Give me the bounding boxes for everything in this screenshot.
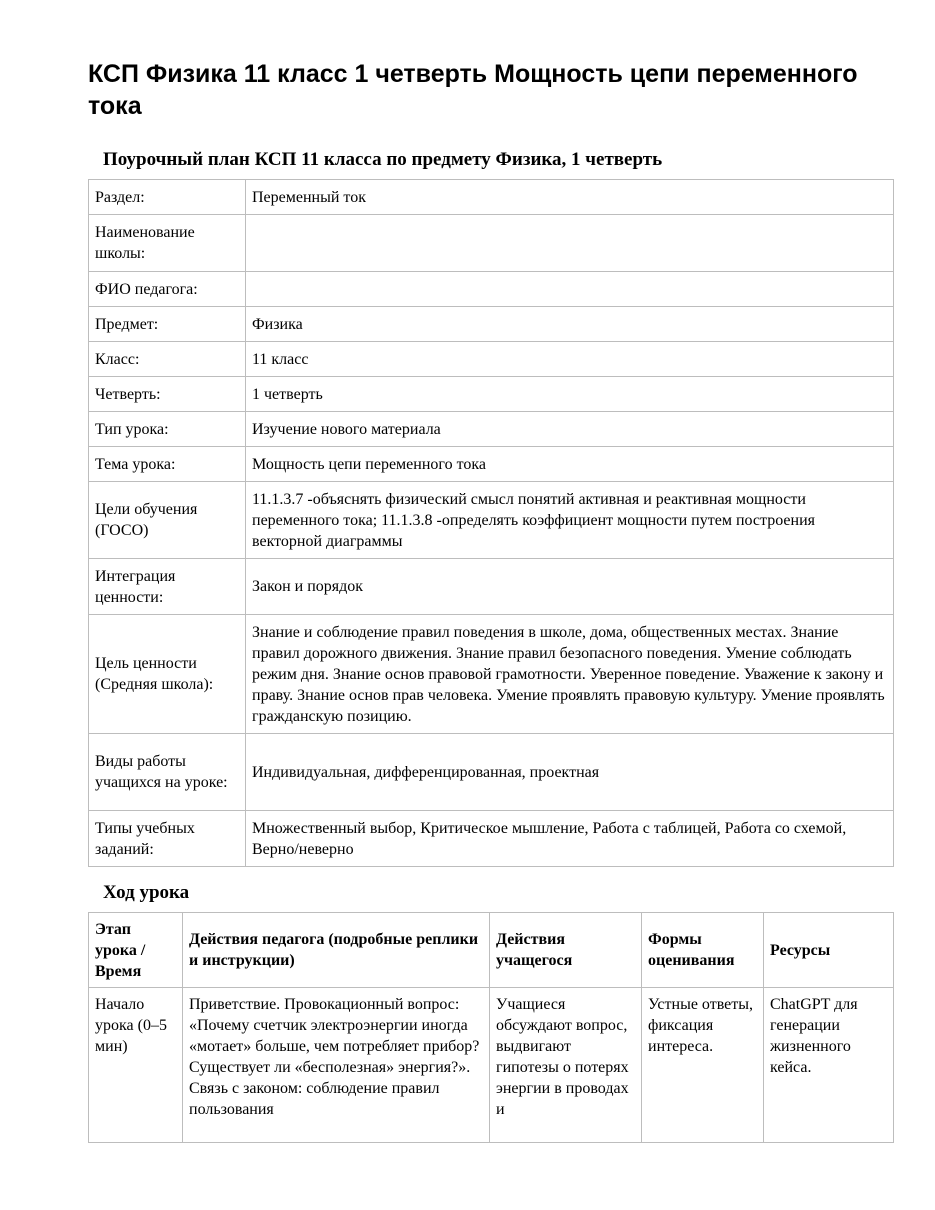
row-label-task-types: Типы учебных заданий:	[89, 811, 246, 867]
cell-assessment	[642, 988, 764, 1143]
row-label-teacher: ФИО педагога:	[89, 272, 246, 307]
row-label-value-goal: Цель ценности (Средняя школа):	[89, 615, 246, 734]
row-label-learning-goals: Цели обучения (ГОСО)	[89, 482, 246, 559]
table-row	[89, 734, 894, 811]
row-value-quarter: 1 четверть	[246, 377, 894, 412]
cell-student-actions-text: Учащиеся обсуждают вопрос, выдвигают гипотезы о потерях энергии в проводах и	[496, 996, 629, 1118]
row-value-teacher	[246, 272, 894, 307]
row-label-subject: Предмет:	[89, 307, 246, 342]
row-value-subject: Физика	[246, 307, 894, 342]
row-label-lesson-topic: Тема урока:	[89, 447, 246, 482]
lesson-flow-table	[88, 912, 894, 1143]
table-row	[89, 412, 894, 447]
row-value-lesson-topic: Мощность цепи переменного тока	[246, 447, 894, 482]
row-label-quarter: Четверть:	[89, 377, 246, 412]
row-value-grade: 11 класс	[246, 342, 894, 377]
header-stage: Этап урока / Время	[89, 913, 183, 988]
row-label-school: Наименование школы:	[89, 215, 246, 272]
row-label-grade: Класс:	[89, 342, 246, 377]
table-row	[89, 988, 894, 1143]
row-value-value-goal: Знание и соблюдение правил поведения в школе, дома, общественных местах. Знание правил дорожного движения. Знание правил безопасного поведения. Умение соблюдать режим дня. Знание основ правовой грамотности. Уверенное поведение. Уважение к закону и праву. Знание основ прав человека. Умение проявлять правовую культуру. Умение проявлять гражданскую позицию.	[246, 615, 894, 734]
row-value-section: Переменный ток	[246, 180, 894, 215]
cell-stage-text: Начало урока (0–5 мин)	[95, 996, 167, 1055]
header-assessment: Формы оценивания	[642, 913, 764, 988]
row-value-school	[246, 215, 894, 272]
header-resources: Ресурсы	[764, 913, 894, 988]
document-title: КСП Физика 11 класс 1 четверть Мощность цепи переменного тока	[88, 60, 858, 120]
row-value-lesson-type: Изучение нового материала	[246, 412, 894, 447]
cell-resources-text: ChatGPT для генерации жизненного кейса.	[770, 996, 858, 1076]
table-row	[89, 811, 894, 867]
table-row	[89, 272, 894, 307]
row-value-work-types: Индивидуальная, дифференцированная, проектная	[246, 734, 894, 811]
table-row	[89, 447, 894, 482]
cell-stage	[89, 988, 183, 1143]
table-header-row	[89, 913, 894, 988]
header-student-actions: Действия учащегося	[490, 913, 642, 988]
section-heading: Ход урока	[103, 882, 190, 903]
table-row	[89, 482, 894, 559]
row-label-lesson-type: Тип урока:	[89, 412, 246, 447]
header-teacher-actions: Действия педагога (подробные реплики и инструкции)	[183, 913, 490, 988]
plan-subtitle: Поурочный план КСП 11 класса по предмету Физика, 1 четверть	[103, 149, 663, 170]
cell-assessment-text: Устные ответы, фиксация интереса.	[648, 996, 753, 1055]
table-row	[89, 307, 894, 342]
row-value-value-integration: Закон и порядок	[246, 559, 894, 615]
cell-teacher-actions	[183, 988, 490, 1143]
table-row	[89, 342, 894, 377]
row-value-task-types: Множественный выбор, Критическое мышление, Работа с таблицей, Работа со схемой, Верно/неверно	[246, 811, 894, 867]
row-value-learning-goals: 11.1.3.7 -объяснять физический смысл понятий активная и реактивная мощности переменного тока; 11.1.3.8 -определять коэффициент мощности путем построения векторной диаграммы	[246, 482, 894, 559]
cell-student-actions	[490, 988, 642, 1143]
row-label-value-integration: Интеграция ценности:	[89, 559, 246, 615]
lesson-info-table	[88, 179, 894, 867]
cell-teacher-actions-text: Приветствие. Провокационный вопрос: «Почему счетчик электроэнергии иногда «мотает» больше, чем потребляет прибор? Существует ли «бесполезная» энергия?». Связь с законом: соблюдение правил пользования	[189, 996, 480, 1118]
table-row	[89, 377, 894, 412]
table-row	[89, 615, 894, 734]
table-row	[89, 180, 894, 215]
row-label-work-types: Виды работы учащихся на уроке:	[89, 734, 246, 811]
row-label-section: Раздел:	[89, 180, 246, 215]
cell-resources	[764, 988, 894, 1143]
table-row	[89, 559, 894, 615]
table-row	[89, 215, 894, 272]
